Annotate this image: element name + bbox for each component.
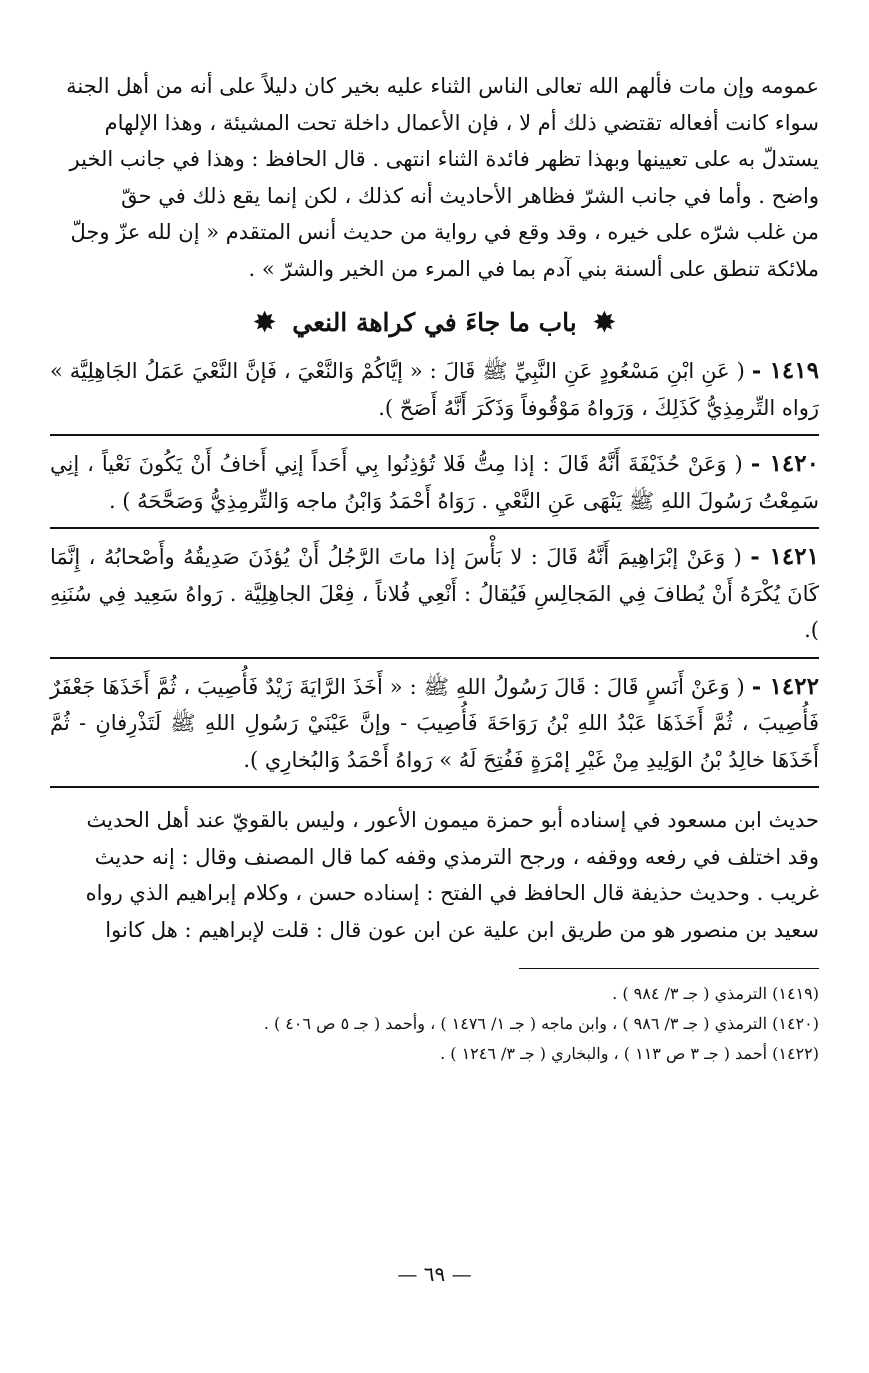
section-heading-text: باب ما جاءَ في كراهة النعي	[292, 308, 577, 337]
intro-line: واضح . وأما في جانب الشرّ فظاهر الأحاديث أنه كذلك ، لكن إنما يقع ذلك في حقّ	[121, 183, 819, 208]
footnotes	[50, 979, 819, 1069]
page-number: — ٦٩ —	[397, 1262, 472, 1286]
intro-line: سواء كانت أفعاله تقتضي ذلك أم لا ، فإن الأعمال داخلة تحت المشيئة ، وهذا الإلهام	[104, 110, 819, 135]
hadith-1422	[50, 669, 819, 779]
section-heading	[50, 303, 819, 343]
star-ornament-icon: ✸	[593, 308, 616, 338]
hadith-text: ( وَعَنْ حُذَيْفَةَ أَنَّهُ قَالَ : إذا مِتُّ فَلا تُؤذِنُوا بِي أَحَداً إنِي أَخافُ أَنْ يَكُونَ نَعْياً ، إنِي سَمِعْتُ رَسُولَ اللهِ ﷺ يَنْهَى عَنِ النَّعْيِ . رَوَاهُ أَحْمَدُ وَابْنُ ماجه وَالتِّرمِذِيُّ وَصَحَّحَهُ ) .	[50, 452, 819, 513]
commentary-paragraph	[50, 802, 819, 948]
hadith-1419	[50, 353, 819, 426]
footnote: (١٤٢٢) أحمد ( جـ ٣ ص ١١٣ ) ، والبخاري ( جـ ٣/ ١٢٤٦ ) .	[440, 1044, 819, 1063]
footnote: (١٤٢٠) الترمذي ( جـ ٣/ ٩٨٦ ) ، وابن ماجه ( جـ ١/ ١٤٧٦ ) ، وأحمد ( جـ ٥ ص ٤٠٦ ) .	[263, 1014, 819, 1033]
hadith-1421	[50, 539, 819, 649]
hadith-divider	[50, 434, 819, 436]
hadith-divider	[50, 786, 819, 788]
hadith-1420	[50, 446, 819, 519]
commentary-line: سعيد بن منصور هو من طريق ابن علية عن ابن عون قال : قلت لإبراهيم : هل كانوا	[105, 917, 819, 942]
intro-line: يستدلّ به على تعيينها وبهذا تظهر فائدة الثناء انتهى . قال الحافظ : وهذا في جانب الخير	[69, 147, 819, 171]
footnote: (١٤١٩) الترمذي ( جـ ٣/ ٩٨٤ ) .	[612, 984, 819, 1003]
intro-line: ملائكة تنطق على ألسنة بني آدم بما في المرء من الخير والشرّ » .	[248, 256, 819, 281]
hadith-number: ١٤٢٠ -	[750, 450, 819, 477]
hadith-number: ١٤٢٢ -	[751, 672, 819, 700]
intro-line: عمومه وإن مات فألهم الله تعالى الناس الثناء عليه بخير كان دليلاً على أنه من أهل الجنة	[66, 74, 819, 98]
intro-line: من غلب شرّه على خيره ، وقد وقع في رواية من حديث أنس المتقدم « إن لله عزّ وجلّ	[70, 220, 819, 244]
hadith-number: ١٤٢١ -	[750, 543, 819, 570]
star-ornament-icon: ✸	[253, 308, 276, 338]
hadith-text: ( عَنِ ابْنِ مَسْعُودٍ عَنِ النَّبِيِّ ﷺ قَالَ : « إيَّاكُمْ وَالنَّعْيَ ، فَإنَّ النَّعْيَ عَمَلُ الجَاهِلِيَّة » رَواه التِّرمِذِيُّ كَذَلِكَ ، وَرَواهُ مَوْقُوفاً وَذَكَرَ أَنَّهُ أَصَحّ ).	[50, 359, 819, 420]
commentary-line: وقد اختلف في رفعه ووقفه ، ورجح الترمذي وقفه كما قال المصنف وقال : إنه حديث	[94, 844, 819, 869]
commentary-line: غريب . وحديث حذيفة قال الحافظ في الفتح : إسناده حسن ، وكلام إبراهيم الذي رواه	[85, 881, 819, 905]
hadith-text: ( وَعَنْ إبْرَاهِيمَ أَنَّهُ قَالَ : لا بَأْسَ إذا ماتَ الرَّجُلُ أَنْ يُؤذَنَ صَدِيقُهُ وأَصْحابُهُ ، إِنَّمَا كَانَ يُكْرَهُ أَنْ يُطافَ فِي المَجالِسِ فَيُقالُ : أَنْعِي فُلاناً ، فِعْلَ الجاهِلِيَّة . رَواهُ سَعِيد فِي سُنَنِهِ ).	[50, 545, 819, 642]
hadith-divider	[50, 527, 819, 529]
hadith-text: ( وَعَنْ أَنَسٍ قَالَ : قَالَ رَسُولُ اللهِ ﷺ : « أَخَذَ الرَّايَةَ زَيْدٌ فَأُصِيبَ ، ثُمَّ أَخَذَهَا جَعْفَرٌ فَأُصِيبَ ، ثُمَّ أَخَذَهَا عَبْدُ اللهِ بْنُ رَوَاحَةَ فَأُصِيبَ - وإنَّ عَيْنَيْ رَسُولِ اللهِ ﷺ لَتَذْرِفانِ - ثُمَّ أَخَذَهَا خالِدُ بْنُ الوَلِيدِ مِنْ غَيْرِ إمْرَةٍ فَفُتِحَ لَهُ » رَواهُ أَحْمَدُ وَالبُخارِي ).	[50, 674, 819, 772]
hadith-number: ١٤١٩ -	[751, 357, 819, 384]
footnote-rule	[519, 968, 819, 969]
hadith-divider	[50, 657, 819, 659]
commentary-line: حديث ابن مسعود في إسناده أبو حمزة ميمون الأعور ، وليس بالقويّ عند أهل الحديث	[86, 808, 819, 832]
intro-paragraph	[50, 68, 819, 287]
